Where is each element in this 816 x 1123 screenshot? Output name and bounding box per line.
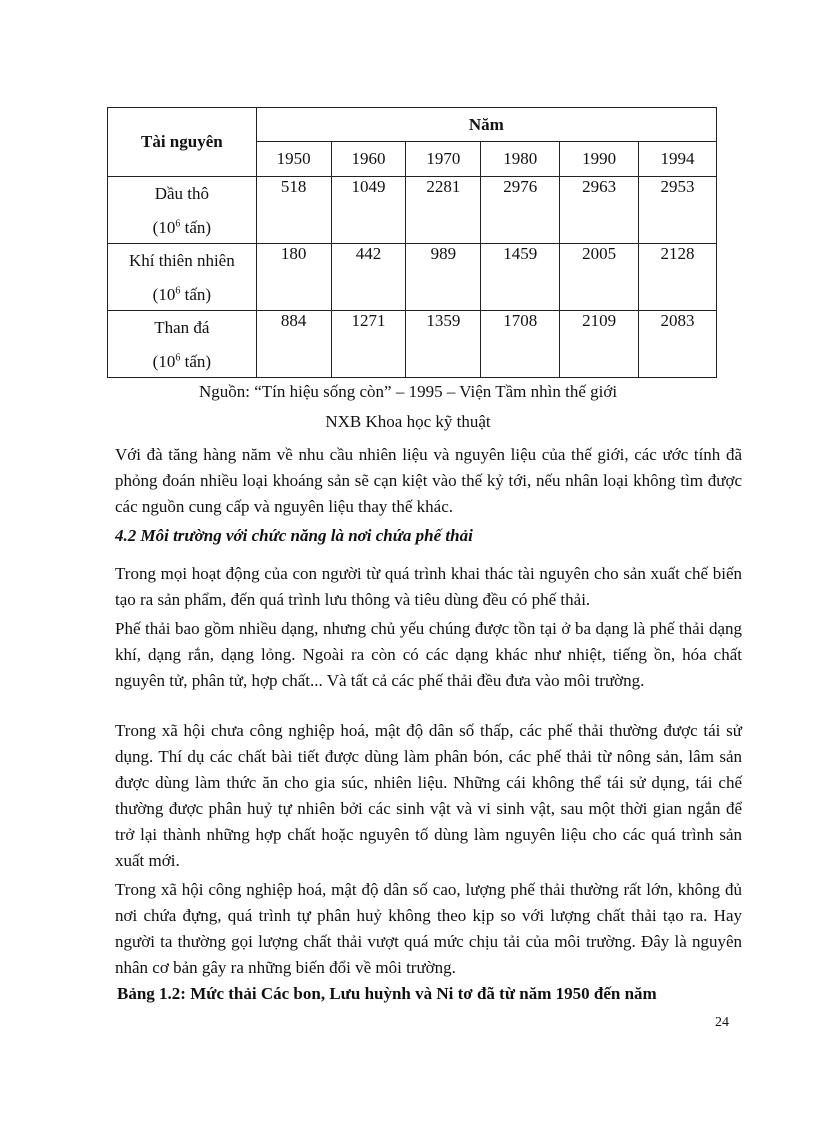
value-cell: 2281 (406, 177, 481, 244)
paragraph-2: Trong mọi hoạt động của con người từ quá trình khai thác tài nguyên cho sản xuất chế biến tạo ra sản phẩm, đến quá trình lưu thông và tiêu dùng đều có phế thải. (115, 564, 742, 609)
source-line-1: Nguồn: “Tín hiệu sống còn” – 1995 – Viện Tầm nhìn thế giới (198, 382, 618, 401)
paragraph-1: Với đà tăng hàng năm về nhu cầu nhiên liệu và nguyên liệu của thế giới, các ước tính đã phỏng đoán nhiều loại khoáng sản sẽ cạn kiệt vào thế kỷ tới, nếu nhân loại không tìm được các nguồn cung cấp và nguyên liệu thay thế khác. (115, 445, 742, 516)
year-cell: 1980 (481, 142, 560, 177)
value-cell: 180 (256, 244, 331, 311)
header-year-group: Năm (256, 108, 716, 142)
row-label (108, 244, 257, 311)
value-cell: 2005 (560, 244, 639, 311)
value-cell: 1271 (331, 311, 406, 378)
page-number: 24 (715, 1015, 729, 1030)
value-cell: 518 (256, 177, 331, 244)
header-resource: Tài nguyên (108, 108, 257, 177)
year-cell: 1950 (256, 142, 331, 177)
value-cell: 884 (256, 311, 331, 378)
value-cell: 1359 (406, 311, 481, 378)
value-cell: 442 (331, 244, 406, 311)
value-cell: 1049 (331, 177, 406, 244)
resource-name: Dầu thô (154, 184, 209, 203)
row-label (108, 177, 257, 244)
table-row (108, 311, 717, 378)
row-label (108, 311, 257, 378)
table-row (108, 244, 717, 311)
paragraph-3: Phế thải bao gồm nhiều dạng, nhưng chủ yếu chúng được tồn tại ở ba dạng là phế thải dạng khí, dạng rắn, dạng lỏng. Ngoài ra còn có các dạng khác như nhiệt, tiếng ồn, hóa chất nguyên tử, phân tử, hợp chất... Và tất cả các phế thải đều đưa vào môi trường. (115, 619, 742, 690)
resource-unit: ($10^6$ tấn) (152, 351, 212, 371)
value-cell: 2083 (639, 311, 717, 378)
value-cell: 989 (406, 244, 481, 311)
value-cell: 1708 (481, 311, 560, 378)
resource-unit: ($10^6$ tấn) (152, 217, 212, 237)
table-row (108, 177, 717, 244)
value-cell: 1459 (481, 244, 560, 311)
year-cell: 1994 (639, 142, 717, 177)
paragraph-5: Trong xã hội công nghiệp hoá, mật độ dân số cao, lượng phế thải thường rất lớn, không đủ nơi chứa đựng, quá trình tự phân huỷ không theo kịp so với lượng chất thải tạo ra. Hay người ta thường gọi lượng chất thải vượt quá mức chịu tải của môi trường. Đây là nguyên nhân cơ bản gây ra những biến đổi về môi trường. (115, 880, 742, 977)
year-cell: 1960 (331, 142, 406, 177)
source-line-2: NXB Khoa học kỹ thuật (325, 412, 491, 431)
resource-name: Khí thiên nhiên (128, 251, 235, 270)
value-cell: 2963 (560, 177, 639, 244)
value-cell: 2109 (560, 311, 639, 378)
value-cell: 2976 (481, 177, 560, 244)
table-caption: Bảng 1.2: Mức thải Các bon, Lưu huỳnh và Ni tơ đã từ năm 1950 đến năm (117, 984, 657, 1003)
paragraph-4: Trong xã hội chưa công nghiệp hoá, mật độ dân số thấp, các phế thải thường được tái sử dụng. Thí dụ các chất bài tiết được dùng làm phân bón, các phế thải từ nông sản, lâm sản được dùng làm thức ăn cho gia súc, nhiên liệu. Những cái không thể tái sử dụng, tái chế thường được phân huỷ tự nhiên bởi các sinh vật và vi sinh vật, sau một thời gian ngắn để trở lại thành những hợp chất hoặc nguyên tố dùng làm nguyên liệu cho các quá trình sản xuất mới. (115, 721, 742, 870)
resource-unit: ($10^6$ tấn) (152, 284, 212, 304)
resource-name: Than đá (154, 318, 210, 337)
value-cell: 2128 (639, 244, 717, 311)
resource-table (107, 107, 717, 378)
section-heading: 4.2 Môi trường với chức năng là nơi chứa phế thải (115, 526, 473, 545)
value-cell: 2953 (639, 177, 717, 244)
year-cell: 1990 (560, 142, 639, 177)
year-cell: 1970 (406, 142, 481, 177)
